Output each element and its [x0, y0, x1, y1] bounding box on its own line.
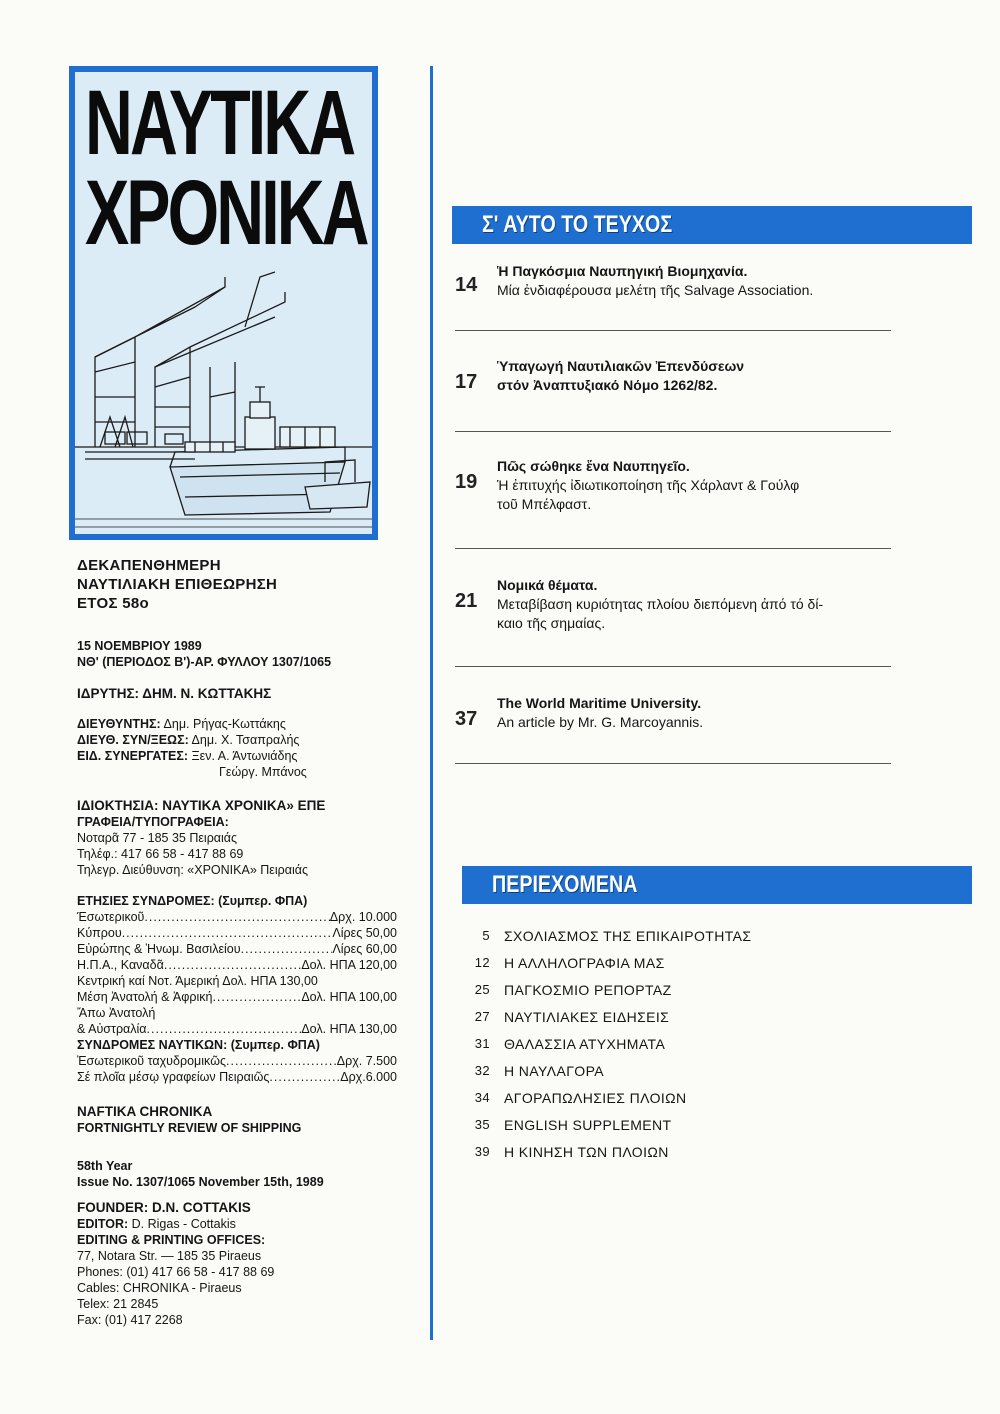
contents-page: 5: [482, 928, 490, 943]
en-phones: Phones: (01) 417 66 58 - 417 88 69: [77, 1265, 275, 1279]
masthead-staff: [77, 716, 417, 780]
contents-row[interactable]: [452, 1111, 892, 1138]
director-name: Δημ. Ρήγας-Κωττάκης: [163, 717, 286, 731]
issue-item-title: Ὑπαγωγή Ναυτιλιακῶν Ἐπενδύσεων: [497, 358, 745, 374]
english-issue: [77, 1158, 417, 1190]
sub-row: Η.Π.Α., Καναδᾶ ..... Δολ. ΗΠΑ 120,00: [77, 957, 397, 973]
masthead-issue: ΝΘ' (ΠΕΡΙΟΔΟΣ Β')-ΑΡ. ΦΥΛΛΟΥ 1307/1065: [77, 655, 332, 669]
contents-title: ΝΑΥΤΙΛΙΑΚΕΣ ΕΙΔΗΣΕΙΣ: [504, 1008, 670, 1025]
subs-header: ΕΤΗΣΙΕΣ ΣΥΝΔΡΟΜΕΣ: (Συμπερ. ΦΠΑ): [77, 894, 308, 908]
telegraph-line: Τηλεγρ. Διεύθυνση: «ΧΡΟΝΙΚΑ» Πειραιάς: [77, 863, 308, 877]
masthead-issue-info: [77, 638, 417, 670]
contents-title: ΑΓΟΡΑΠΩΛΗΣΙΕΣ ΠΛΟΙΩΝ: [504, 1089, 687, 1106]
issue-item[interactable]: [455, 357, 895, 395]
contents-title: ΣΧΟΛΙΑΣΜΟΣ ΤΗΣ ΕΠΙΚΑΙΡΟΤΗΤΑΣ: [504, 927, 752, 944]
sub-row: Εὐρώπης & Ἡνωμ. Βασιλείου ..... Λίρες 60,00: [77, 941, 397, 957]
contents-page: 25: [474, 982, 490, 997]
sub-row: Έσωτερικοῦ ..... Δρχ. 10.000: [77, 909, 397, 925]
en-editor-name: D. Rigas - Cottakis: [131, 1217, 236, 1231]
issue-banner: [452, 206, 972, 244]
cargo-ship-illustration: [75, 247, 372, 537]
issue-item[interactable]: [455, 576, 895, 633]
sub-row: Σέ πλοῖα μέσῳ γραφείων Πειραιῶς ..... Δρχ.6.000: [77, 1069, 397, 1085]
english-masthead: [77, 1103, 417, 1136]
contents-list: [452, 922, 892, 1165]
cover-title-line2: ΧΡΟΝΙΚΑ: [85, 162, 367, 264]
contents-row[interactable]: [452, 922, 892, 949]
issue-item-title: Νομικά θέματα.: [497, 577, 598, 593]
masthead-year: ΕΤΟΣ 58ο: [77, 595, 149, 612]
issue-separator: [455, 666, 891, 667]
contents-page: 39: [474, 1144, 490, 1159]
contents-title: ΘΑΛΑΣΣΙΑ ΑΤΥΧΗΜΑΤΑ: [504, 1035, 666, 1052]
subscriptions: [77, 893, 397, 1085]
issue-item-page: 19: [455, 471, 478, 493]
contents-banner: [462, 866, 972, 904]
sub-row-central: Κεντρική καί Νοτ. Άμερική Δολ. ΗΠΑ 130,00: [77, 974, 318, 988]
issue-item-desc: στόν Ἀναπτυξιακό Νόμο 1262/82.: [497, 377, 718, 393]
issue-item-desc: Ἡ ἐπιτυχής ἰδιωτικοποίηση τῆς Χάρλαντ & Γούλφ: [497, 477, 800, 493]
masthead-subtitle1: ΔΕΚΑΠΕΝΘΗΜΕΡΗ: [77, 557, 221, 574]
contents-page: 31: [474, 1036, 490, 1051]
sub-row: & Αὐστραλία ..... Δολ. ΗΠΑ 130,00: [77, 1021, 397, 1037]
seamen-header: ΣΥΝΔΡΟΜΕΣ ΝΑΥΤΙΚΩΝ: (Συμπερ. ΦΠΑ): [77, 1038, 320, 1052]
issue-item-title: The World Maritime University.: [497, 695, 702, 711]
cover-thumbnail: [69, 66, 378, 540]
collab-name1: Ξεν. Α. Άντωνιάδης: [191, 749, 298, 763]
en-year: 58th Year: [77, 1159, 133, 1173]
en-telex: Telex: 21 2845: [77, 1297, 159, 1311]
issue-item-page: 17: [455, 371, 478, 393]
contents-row[interactable]: [452, 1003, 892, 1030]
issue-item-page: 37: [455, 708, 478, 730]
issue-item-page: 14: [455, 274, 478, 296]
cover-title: [85, 72, 367, 264]
contents-title: Η ΚΙΝΗΣΗ ΤΩΝ ΠΛΟΙΩΝ: [504, 1143, 669, 1160]
contents-page: 12: [474, 955, 490, 970]
sub-row: Ἐσωτερικοῦ ταχυδρομικῶς ..... Δρχ. 7.500: [77, 1053, 397, 1069]
en-title: NAFTIKA CHRONIKA: [77, 1104, 213, 1119]
masthead-founder: ΙΔΡΥΤΗΣ: ΔΗΜ. Ν. ΚΩΤΤΑΚΗΣ: [77, 686, 272, 701]
en-offices: EDITING & PRINTING OFFICES:: [77, 1233, 266, 1247]
sub-row: Μέση Ἀνατολή & Ἀφρική ..... Δολ. ΗΠΑ 100,00: [77, 989, 397, 1005]
en-subtitle: FORTNIGHTLY REVIEW OF SHIPPING: [77, 1121, 302, 1135]
issue-item-page: 21: [455, 590, 478, 612]
en-issue: Issue No. 1307/1065 November 15th, 1989: [77, 1175, 324, 1189]
english-credits: [77, 1199, 417, 1328]
contents-row[interactable]: [452, 1057, 892, 1084]
en-founder: FOUNDER: D.N. COTTAKIS: [77, 1200, 251, 1215]
en-cables: Cables: CHRONIKA - Piraeus: [77, 1281, 242, 1295]
contents-row[interactable]: [452, 1084, 892, 1111]
contents-banner-text: ΠΕΡΙΕΧΟΜΕΝΑ: [492, 871, 638, 898]
contents-page: 32: [474, 1063, 490, 1078]
issue-item-desc2: τοῦ Μπέλφαστ.: [497, 496, 592, 512]
issue-item-desc: Μία ἐνδιαφέρουσα μελέτη τῆς Salvage Association.: [497, 282, 814, 298]
editor-name: Δημ. Χ. Τσαπραλής: [191, 733, 300, 747]
en-editor-label: EDITOR:: [77, 1217, 129, 1231]
issue-separator: [455, 431, 891, 432]
contents-row[interactable]: [452, 976, 892, 1003]
offices-label: ΓΡΑΦΕΙΑ/ΤΥΠΟΓΡΑΦΕΙΑ:: [77, 815, 229, 829]
contents-title: Η ΝΑΥΛΑΓΟΡΑ: [504, 1062, 605, 1079]
contents-row[interactable]: [452, 1030, 892, 1057]
masthead-subtitle2: ΝΑΥΤΙΛΙΑΚΗ ΕΠΙΘΕΩΡΗΣΗ: [77, 576, 278, 593]
masthead-founder-block: [77, 685, 417, 702]
collab-label: ΕΙΔ. ΣΥΝΕΡΓΑΤΕΣ:: [77, 749, 189, 763]
issue-item[interactable]: [455, 262, 895, 300]
editor-label: ΔΙΕΥΘ. ΣΥΝ/ΞΕΩΣ:: [77, 733, 189, 747]
issue-item-title: Πῶς σώθηκε ἕνα Ναυπηγεῖο.: [497, 458, 690, 474]
contents-title: Η ΑΛΛΗΛΟΓΡΑΦΙΑ ΜΑΣ: [504, 954, 665, 971]
collab-name2: Γεώργ. Μπάνος: [219, 765, 307, 779]
issue-item[interactable]: [455, 694, 895, 732]
contents-title: ENGLISH SUPPLEMENT: [504, 1116, 672, 1133]
issue-item[interactable]: [455, 457, 895, 514]
masthead-date: 15 ΝΟΕΜΒΡΙΟΥ 1989: [77, 639, 202, 653]
issue-separator: [455, 330, 891, 331]
en-address: 77, Notara Str. — 185 35 Piraeus: [77, 1249, 262, 1263]
sub-row-fareast: Ἄπω Ἀνατολή: [77, 1006, 156, 1020]
issue-item-desc: Μεταβίβαση κυριότητας πλοίου διεπόμενη ἀπό τό δί-: [497, 596, 824, 612]
cover-title-line1: ΝΑΥΤΙΚΑ: [85, 72, 354, 174]
address-line: Νοταρᾶ 77 - 185 35 Πειραιάς: [77, 831, 238, 845]
owner-line: ΙΔΙΟΚΤΗΣΙΑ: ΝΑΥΤΙΚΑ ΧΡΟΝΙΚΑ» ΕΠΕ: [77, 798, 326, 813]
issue-item-desc: An article by Mr. G. Marcoyannis.: [497, 714, 704, 730]
masthead-ownership: [77, 797, 417, 878]
contents-page: 34: [474, 1090, 490, 1105]
director-label: ΔΙΕΥΘΥΝΤΗΣ:: [77, 717, 161, 731]
column-divider: [430, 66, 433, 1340]
issue-item-desc2: καιο τῆς σημαίας.: [497, 615, 606, 631]
contents-title: ΠΑΓΚΟΣΜΙΟ ΡΕΠΟΡΤΑΖ: [504, 981, 672, 998]
issue-item-title: Ἡ Παγκόσμια Ναυπηγική Βιομηχανία.: [497, 263, 748, 279]
masthead-header: [77, 556, 417, 613]
sub-row: Κύπρου ..... Λίρες 50,00: [77, 925, 397, 941]
en-fax: Fax: (01) 417 2268: [77, 1313, 183, 1327]
contents-row[interactable]: [452, 949, 892, 976]
issue-banner-text: Σ' ΑΥΤΟ ΤΟ ΤΕΥΧΟΣ: [482, 211, 673, 238]
contents-row[interactable]: [452, 1138, 892, 1165]
issue-separator: [455, 763, 891, 764]
phone-line: Τηλέφ.: 417 66 58 - 417 88 69: [77, 847, 244, 861]
contents-page: 35: [474, 1117, 490, 1132]
issue-separator: [455, 548, 891, 549]
contents-page: 27: [474, 1009, 490, 1024]
